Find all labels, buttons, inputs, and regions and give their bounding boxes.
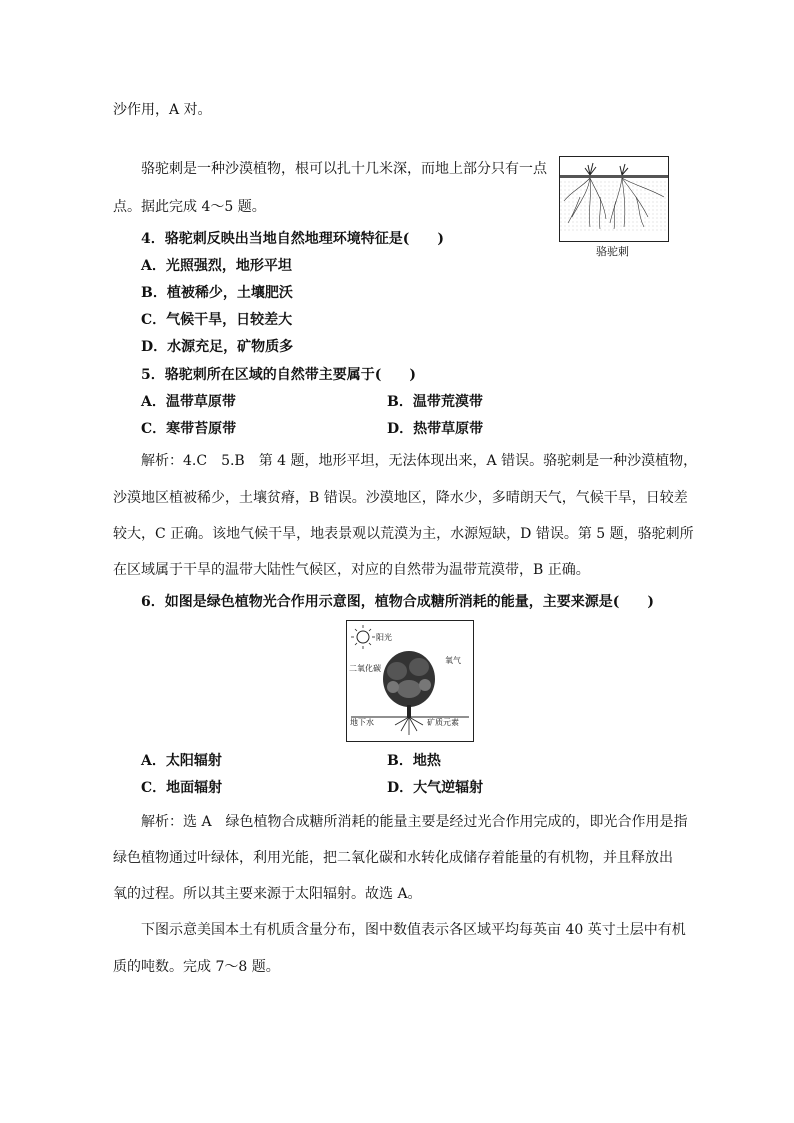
explanation-line: 绿色植物通过叶绿体，利用光能，把二氧化碳和水转化成储存着能量的有机物，并且释放出 [113,850,673,866]
label-groundwater: 地下水 [350,718,374,727]
sun-icon [351,625,375,649]
explanation-line: 解析：选 A 绿色植物合成糖所消耗的能量主要是经过光合作用完成的，即光合作用是指 [141,814,688,830]
option-4c: C．气候干旱，日较差大 [141,312,293,328]
text-line: 点。据此完成 4～5 题。 [113,199,266,215]
plant-roots [395,717,423,735]
label-sunlight: 阳光 [376,633,392,642]
option-6a: A．太阳辐射 [141,753,222,769]
photosynthesis-figure [346,620,474,742]
plant-trunk [407,705,411,717]
shoot-left [585,163,596,175]
text-line: 下图示意美国本土有机质含量分布，图中数值表示各区域平均每英亩 40 英寸土层中有机 [141,922,686,938]
text-line: 骆驼刺是一种沙漠植物，根可以扎十几米深，而地上部分只有一点 [141,161,547,177]
ground-line [560,175,668,178]
explanation-line: 氧的过程。所以其主要来源于太阳辐射。故选 A。 [113,886,422,902]
option-4a: A．光照强烈，地形平坦 [141,258,292,274]
label-minerals: 矿质元素 [427,718,459,727]
camel-thorn-caption: 骆驼刺 [596,245,629,258]
option-4b: B．植被稀少，土壤肥沃 [141,285,293,301]
camel-thorn-figure [559,156,669,242]
camel-thorn-illustration [560,157,668,241]
option-6b: B．地热 [387,753,441,769]
question-5: 5．骆驼刺所在区域的自然带主要属于( ) [141,367,416,383]
question-6: 6．如图是绿色植物光合作用示意图，植物合成糖所消耗的能量，主要来源是( ) [141,594,654,610]
label-oxygen: 氧气 [445,656,461,665]
option-5c: C．寒带苔原带 [141,421,237,437]
explanation-line: 解析：4.C 5.B 第 4 题，地形平坦，无法体现出来，A 错误。骆驼刺是一种沙漠植物， [141,453,698,469]
option-6d: D．大气逆辐射 [387,780,484,796]
option-4d: D．水源充足，矿物质多 [141,339,294,355]
text-line: 沙作用，A 对。 [113,102,212,118]
option-5a: A．温带草原带 [141,394,236,410]
label-co2: 二氧化碳 [349,664,381,673]
shoot-right [620,164,628,175]
plant-foliage [383,651,435,707]
explanation-line: 沙漠地区植被稀少，土壤贫瘠，B 错误。沙漠地区，降水少，多晴朗天气，气候干旱，日较差 [113,490,688,506]
explanation-line: 较大，C 正确。该地气候干旱，地表景观以荒漠为主，水源短缺，D 错误。第 5 题，骆驼刺所 [113,526,694,542]
option-5b: B．温带荒漠带 [387,394,483,410]
explanation-line: 在区域属于干旱的温带大陆性气候区，对应的自然带为温带荒漠带，B 正确。 [113,562,590,578]
question-4: 4．骆驼刺反映出当地自然地理环境特征是( ) [141,231,444,247]
photosynthesis-illustration [347,621,473,741]
text-line: 质的吨数。完成 7～8 题。 [113,959,280,975]
option-6c: C．地面辐射 [141,780,223,796]
option-5d: D．热带草原带 [387,421,484,437]
